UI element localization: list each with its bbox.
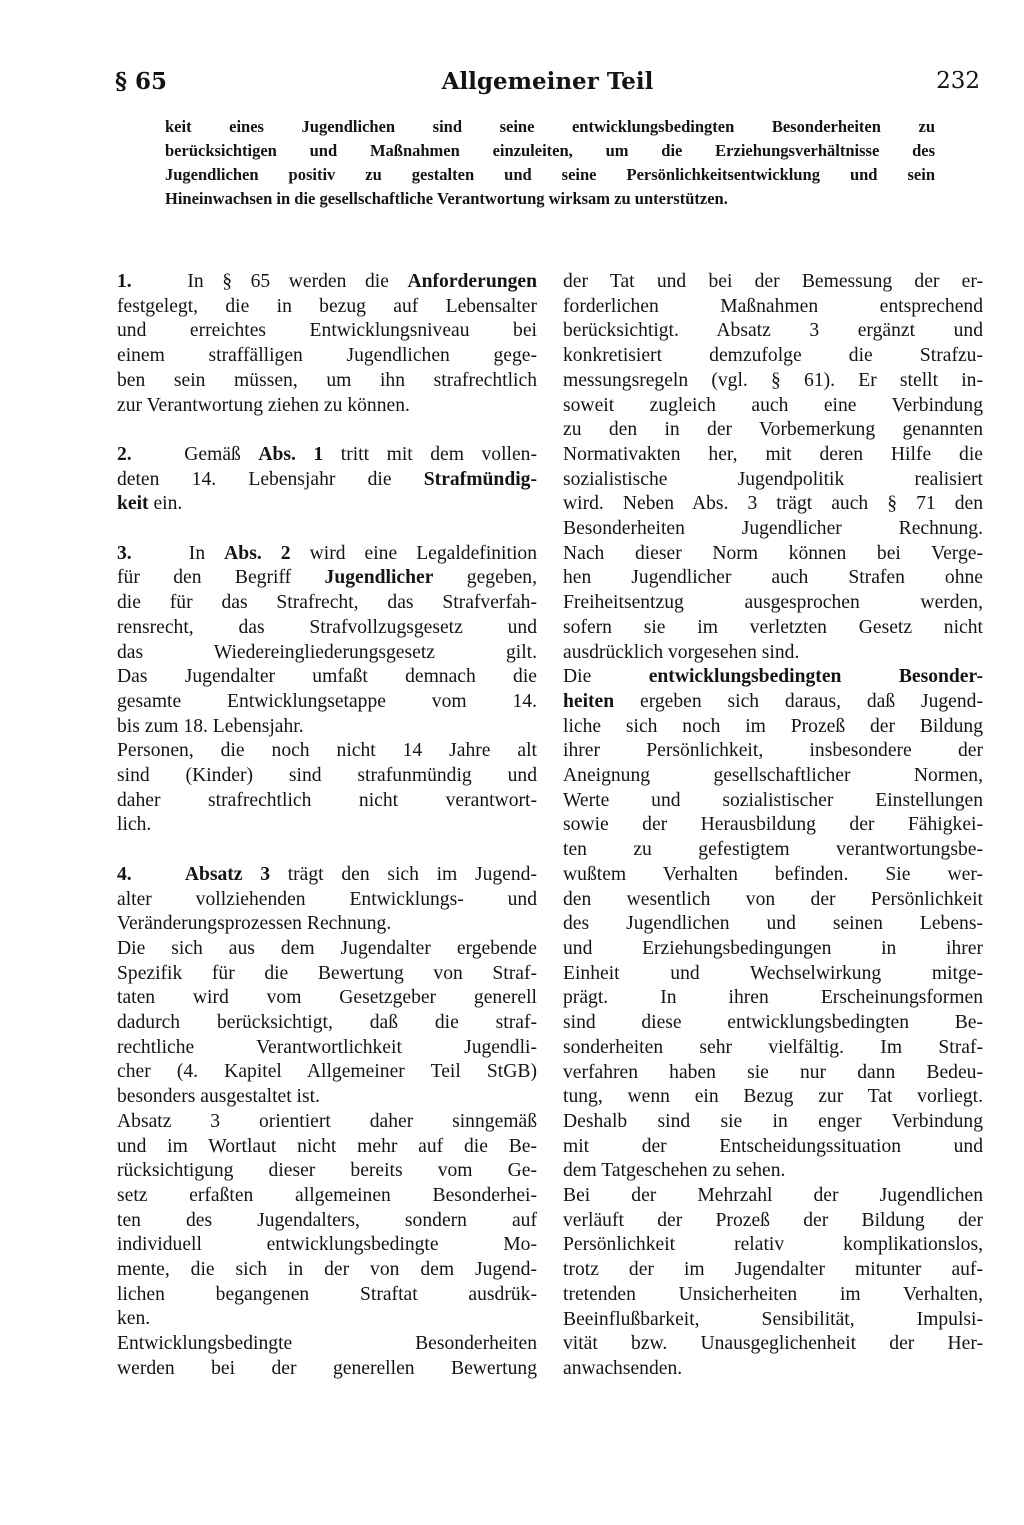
para-4-line: dadurch berücksichtigt, daß die straf-: [117, 1012, 537, 1034]
right-line: soweit zugleich auch eine Verbindung: [563, 394, 983, 416]
para-4-line: und im Wortlaut nicht mehr auf die Be-: [117, 1135, 537, 1157]
para-3-line: das Wiedereingliederungsgesetz gilt.: [117, 641, 537, 663]
right-line: Die entwicklungsbedingten Besonder-: [563, 666, 983, 688]
law-text: [165, 115, 935, 211]
para-4-line: cher (4. Kapitel Allgemeiner Teil StGB): [117, 1061, 537, 1083]
para-4-line: mente, die sich in der von dem Jugend-: [117, 1259, 537, 1281]
para-4-line: ten des Jugendalters, sondern auf: [117, 1209, 537, 1231]
right-line: ihrer Persönlichkeit, insbesondere der: [563, 740, 983, 762]
para-3-line: die für das Strafrecht, das Strafverfah-: [117, 592, 537, 614]
right-line: den wesentlich von der Persönlichkeit: [563, 888, 983, 910]
para-1-line: zur Verantwortung ziehen zu können.: [117, 394, 410, 416]
right-line: forderlichen Maßnahmen entsprechend: [563, 295, 983, 317]
para-4-line: Spezifik für die Bewertung von Straf-: [117, 962, 537, 984]
right-line: der Tat und bei der Bemessung der er-: [563, 271, 983, 292]
right-line: sonderheiten sehr vielfältig. Im Straf-: [563, 1036, 983, 1058]
para-number: 3.: [117, 542, 132, 564]
right-line: hen Jugendlicher auch Strafen ohne: [563, 567, 983, 589]
right-line: sind diese entwicklungsbedingten Be-: [563, 1012, 983, 1034]
para-3-line: Personen, die noch nicht 14 Jahre alt: [117, 740, 537, 762]
right-line: und Erziehungsbedingungen in ihrer: [563, 937, 983, 959]
right-line: Bei der Mehrzahl der Jugendlichen: [563, 1185, 983, 1207]
para-4-line: rücksichtigung dieser bereits vom Ge-: [117, 1160, 537, 1182]
right-line: Nach dieser Norm können bei Verge-: [563, 542, 983, 564]
right-line: zu den in der Vorbemerkung genannten: [563, 419, 983, 441]
right-line: Einheit und Wechselwirkung mitge-: [563, 962, 983, 984]
para-4-line: 4. Absatz 3 trägt den sich im Jugend-: [117, 863, 537, 885]
para-1-line: 1. In § 65 werden die Anforderungen: [117, 271, 538, 292]
right-line: sozialistische Jugendpolitik realisiert: [563, 468, 983, 490]
right-line: Beeinflußbarkeit, Sensibilität, Impulsi-: [563, 1308, 983, 1330]
right-line: prägt. In ihren Erscheinungsformen: [563, 987, 983, 1009]
right-line: mit der Entscheidungssituation und: [563, 1135, 983, 1157]
para-1-line: ben sein müssen, um ihn strafrechtlich: [117, 369, 537, 391]
para-2-line: keit ein.: [117, 493, 183, 515]
para-4-line: lichen begangenen Straftat ausdrük-: [117, 1283, 537, 1305]
right-line: trotz der im Jugendalter mitunter auf-: [563, 1259, 983, 1281]
commentary-right-column: [563, 270, 983, 1382]
right-line: liche sich noch im Prozeß der Bildung: [563, 715, 983, 737]
right-line: wußtem Verhalten befinden. Sie wer-: [563, 863, 983, 885]
page-header: [115, 68, 980, 102]
right-line: Aneignung gesellschaftlicher Normen,: [563, 765, 983, 787]
right-line: verfahren haben sie nur dann Bedeu-: [563, 1061, 983, 1083]
law-line: keit eines Jugendlichen sind seine entwicklungsbedingten Besonderheiten zu: [165, 117, 935, 136]
para-4-line: rechtliche Verantwortlichkeit Jugendli-: [117, 1036, 537, 1058]
right-line: heiten ergeben sich daraus, daß Jugend-: [563, 690, 983, 712]
para-4-line: individuell entwicklungsbedingte Mo-: [117, 1234, 537, 1256]
right-line: vität bzw. Unausgeglichenheit der Her-: [563, 1333, 983, 1355]
para-3-line: für den Begriff Jugendlicher gegeben,: [117, 567, 537, 589]
right-line: messungsregeln (vgl. § 61). Er stellt in-: [563, 369, 983, 391]
page-number: 232: [936, 68, 980, 94]
para-2-line: 2. Gemäß Abs. 1 tritt mit dem vollen-: [117, 443, 537, 465]
para-3-line: lich.: [117, 814, 152, 836]
para-4-line: werden bei der generellen Bewertung: [117, 1357, 537, 1379]
running-title: Allgemeiner Teil: [441, 68, 654, 95]
para-4-line: taten wird vom Gesetzgeber generell: [117, 987, 537, 1009]
right-line: Normativakten her, mit deren Hilfe die: [563, 443, 983, 465]
right-line: berücksichtigt. Absatz 3 ergänzt und: [563, 320, 983, 342]
para-number: 1.: [117, 271, 132, 292]
right-line: Deshalb sind sie in enger Verbindung: [563, 1110, 983, 1132]
para-1-line: und erreichtes Entwicklungsniveau bei: [117, 320, 537, 342]
para-4-line: ken.: [117, 1308, 151, 1330]
para-number: 4.: [117, 863, 132, 885]
right-line: tretenden Unsicherheiten im Verhalten,: [563, 1283, 983, 1305]
para-2-line: deten 14. Lebensjahr die Strafmündig-: [117, 468, 537, 490]
right-line: wird. Neben Abs. 3 trägt auch § 71 den: [563, 493, 983, 515]
para-4-line: setz erfaßten allgemeinen Besonderhei-: [117, 1184, 537, 1206]
right-line: Persönlichkeit relativ komplikationslos,: [563, 1234, 983, 1256]
right-line: sowie der Herausbildung der Fähigkei-: [563, 814, 983, 836]
right-line: Freiheitsentzug ausgesprochen werden,: [563, 592, 983, 614]
right-line: ten zu gefestigtem verantwortungsbe-: [563, 839, 983, 861]
para-3-line: Das Jugendalter umfaßt demnach die: [117, 666, 537, 688]
right-line: verläuft der Prozeß der Bildung der: [563, 1209, 983, 1231]
para-3-line: 3. In Abs. 2 wird eine Legaldefinition: [117, 542, 537, 564]
para-1-line: festgelegt, die in bezug auf Lebensalter: [117, 295, 537, 317]
law-line: Jugendlichen positiv zu gestalten und seine Persönlichkeitsentwicklung und sein: [165, 165, 935, 184]
right-line: tung, wenn ein Bezug zur Tat vorliegt.: [563, 1086, 983, 1108]
right-line: anwachsenden.: [563, 1357, 683, 1379]
para-3-line: daher strafrechtlich nicht verantwort-: [117, 789, 537, 811]
right-line: sofern sie im verletzten Gesetz nicht: [563, 616, 983, 638]
para-3-line: gesamte Entwicklungsetappe vom 14.: [117, 690, 537, 712]
para-4-line: Veränderungsprozessen Rechnung.: [117, 913, 392, 935]
law-line: berücksichtigen und Maßnahmen einzuleiten, um die Erziehungsverhältnisse des: [165, 141, 935, 160]
right-line: ausdrücklich vorgesehen sind.: [563, 641, 800, 663]
commentary-left-column: [117, 270, 537, 1382]
para-4-line: Absatz 3 orientiert daher sinngemäß: [117, 1110, 537, 1132]
para-4-line: besonders ausgestaltet ist.: [117, 1086, 320, 1108]
para-number: 2.: [117, 443, 132, 465]
right-line: Werte und sozialistischer Einstellungen: [563, 789, 983, 811]
para-4-line: Die sich aus dem Jugendalter ergebende: [117, 937, 537, 959]
para-4-line: alter vollziehenden Entwicklungs- und: [117, 888, 537, 910]
para-3-line: sind (Kinder) sind strafunmündig und: [117, 765, 537, 787]
right-line: dem Tatgeschehen zu sehen.: [563, 1160, 786, 1182]
para-3-line: bis zum 18. Lebensjahr.: [117, 715, 304, 737]
section-number: § 65: [115, 68, 168, 95]
para-3-line: rensrecht, das Strafvollzugsgesetz und: [117, 616, 537, 638]
right-line: konkretisiert demzufolge die Strafzu-: [563, 345, 983, 367]
para-1-line: einem straffälligen Jugendlichen gege-: [117, 345, 537, 367]
para-4-line: Entwicklungsbedingte Besonderheiten: [117, 1333, 537, 1355]
law-line: Hineinwachsen in die gesellschaftliche Verantwortung wirksam zu unterstützen.: [165, 189, 728, 208]
right-line: Besonderheiten Jugendlicher Rechnung.: [563, 518, 983, 540]
right-line: des Jugendlichen und seinen Lebens-: [563, 913, 983, 935]
